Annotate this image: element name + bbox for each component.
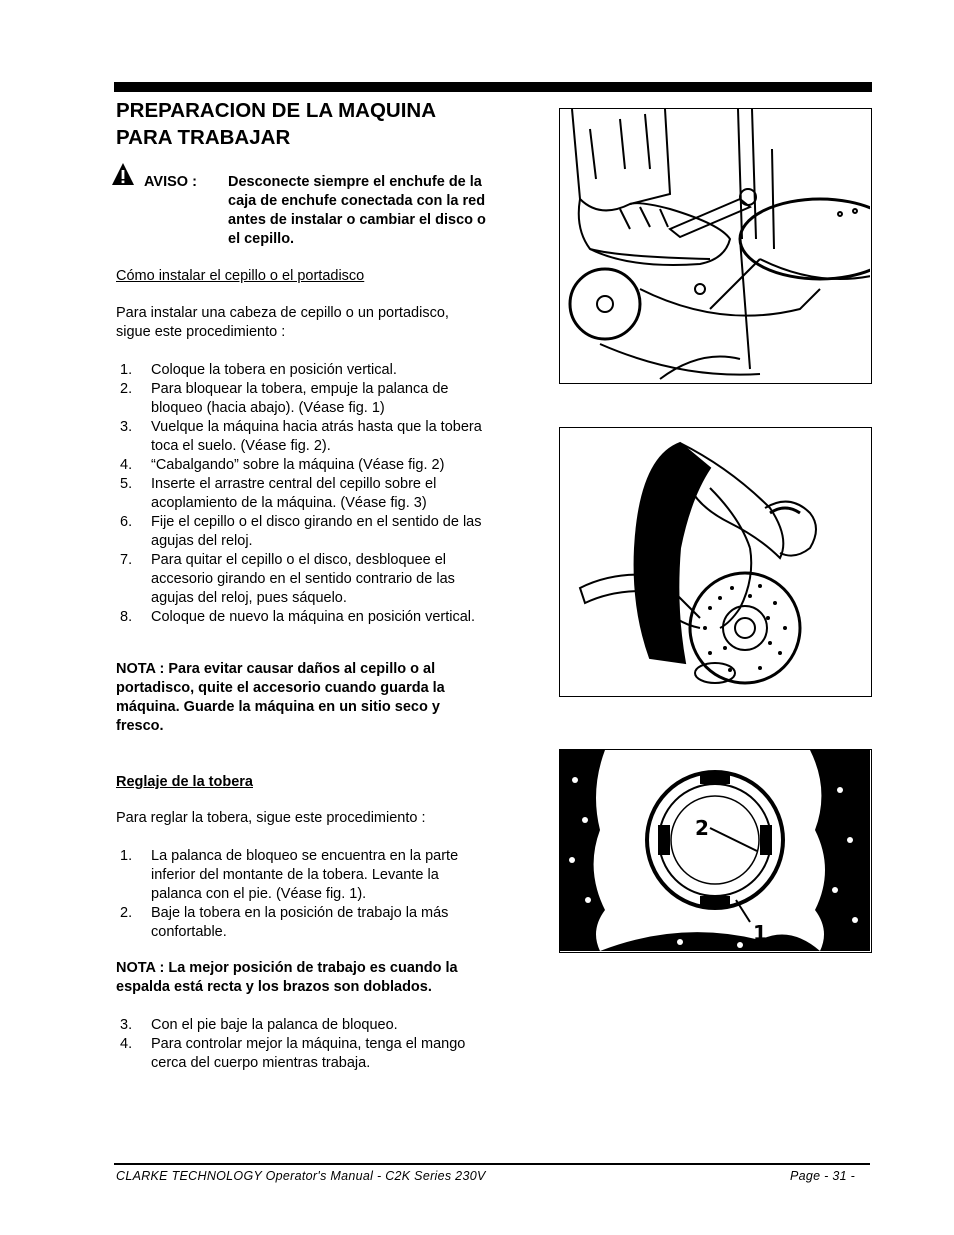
adjust-steps bbox=[116, 847, 486, 942]
list-item: 1. Coloque la tobera en posición vertical. bbox=[120, 362, 397, 378]
list-item: 3. Con el pie baje la palanca de bloqueo. bbox=[120, 1017, 398, 1033]
install-steps bbox=[116, 361, 486, 627]
figure-2-riding-machine bbox=[559, 427, 872, 697]
footer-rule bbox=[114, 1163, 870, 1165]
section-heading-install-brush: Cómo instalar el cepillo o el portadisco bbox=[116, 268, 365, 284]
footer-page-number: Page - 31 - bbox=[790, 1169, 856, 1183]
section-heading-nozzle-adjust: Reglaje de la tobera bbox=[116, 774, 253, 790]
list-item: 5. Inserte el arrastre central del cepillo sobre el acoplamiento de la máquina. (Véase fig. 3) bbox=[120, 476, 437, 511]
adjust-steps-continued bbox=[116, 1016, 486, 1073]
adjust-note: NOTA : La mejor posición de trabajo es cuando la espalda está recta y los brazos son doblados. bbox=[116, 960, 458, 995]
figure-3-label-2: 2 bbox=[695, 816, 709, 840]
install-intro: Para instalar una cabeza de cepillo o un portadisco, sigue este procedimiento : bbox=[116, 305, 449, 340]
page-title-line-2: PARA TRABAJAR bbox=[116, 126, 291, 149]
list-item: 3. Vuelque la máquina hacia atrás hasta que la tobera toca el suelo. (Véase fig. 2). bbox=[120, 419, 482, 454]
list-item: 4. Para controlar mejor la máquina, tenga el mango cerca del cuerpo mientras trabaja. bbox=[120, 1036, 466, 1071]
figure-2-drawing bbox=[560, 428, 870, 695]
install-note: NOTA : Para evitar causar daños al cepillo o al portadisco, quite el accesorio cuando guarda la máquina. Guarde la máquina en un sitio seco y fresco. bbox=[116, 661, 445, 734]
list-item: 6. Fije el cepillo o el disco girando en el sentido de las agujas del reloj. bbox=[120, 514, 482, 549]
warning-text: Desconecte siempre el enchufe de la caja de enchufe conectada con la red antes de instalar o cambiar el disco o el cepillo. bbox=[228, 174, 486, 247]
figure-3-drawing bbox=[560, 750, 870, 951]
warning-triangle-icon bbox=[111, 162, 135, 186]
figure-1-drawing bbox=[560, 109, 870, 382]
header-rule bbox=[114, 82, 872, 92]
figure-3-label-1: 1 bbox=[753, 921, 767, 945]
page-title bbox=[116, 97, 536, 151]
list-item: 2. Baje la tobera en la posición de trabajo la más confortable. bbox=[120, 905, 449, 940]
footer-manual-title: CLARKE TECHNOLOGY Operator's Manual - C2K Series 230V bbox=[116, 1169, 486, 1183]
list-item: 1. La palanca de bloqueo se encuentra en la parte inferior del montante de la tobera. Levante la palanca con el pie. (Véase fig. 1). bbox=[120, 848, 459, 902]
adjust-intro: Para reglar la tobera, sigue este procedimiento : bbox=[116, 810, 426, 826]
list-item: 8. Coloque de nuevo la máquina en posición vertical. bbox=[120, 609, 476, 625]
list-item: 4. “Cabalgando” sobre la máquina (Véase fig. 2) bbox=[120, 457, 445, 473]
page-title-line-1: PREPARACION DE LA MAQUINA bbox=[116, 99, 437, 122]
figure-3-drive-coupling bbox=[559, 749, 872, 953]
warning-label: AVISO : bbox=[144, 174, 197, 190]
list-item: 7. Para quitar el cepillo o el disco, desbloquee el accesorio girando en el sentido contrario de las agujas del reloj, pues sáquelo. bbox=[120, 552, 455, 606]
list-item: 2. Para bloquear la tobera, empuje la palanca de bloqueo (hacia abajo). (Véase fig. 1) bbox=[120, 381, 449, 416]
figure-1-lock-lever bbox=[559, 108, 872, 384]
